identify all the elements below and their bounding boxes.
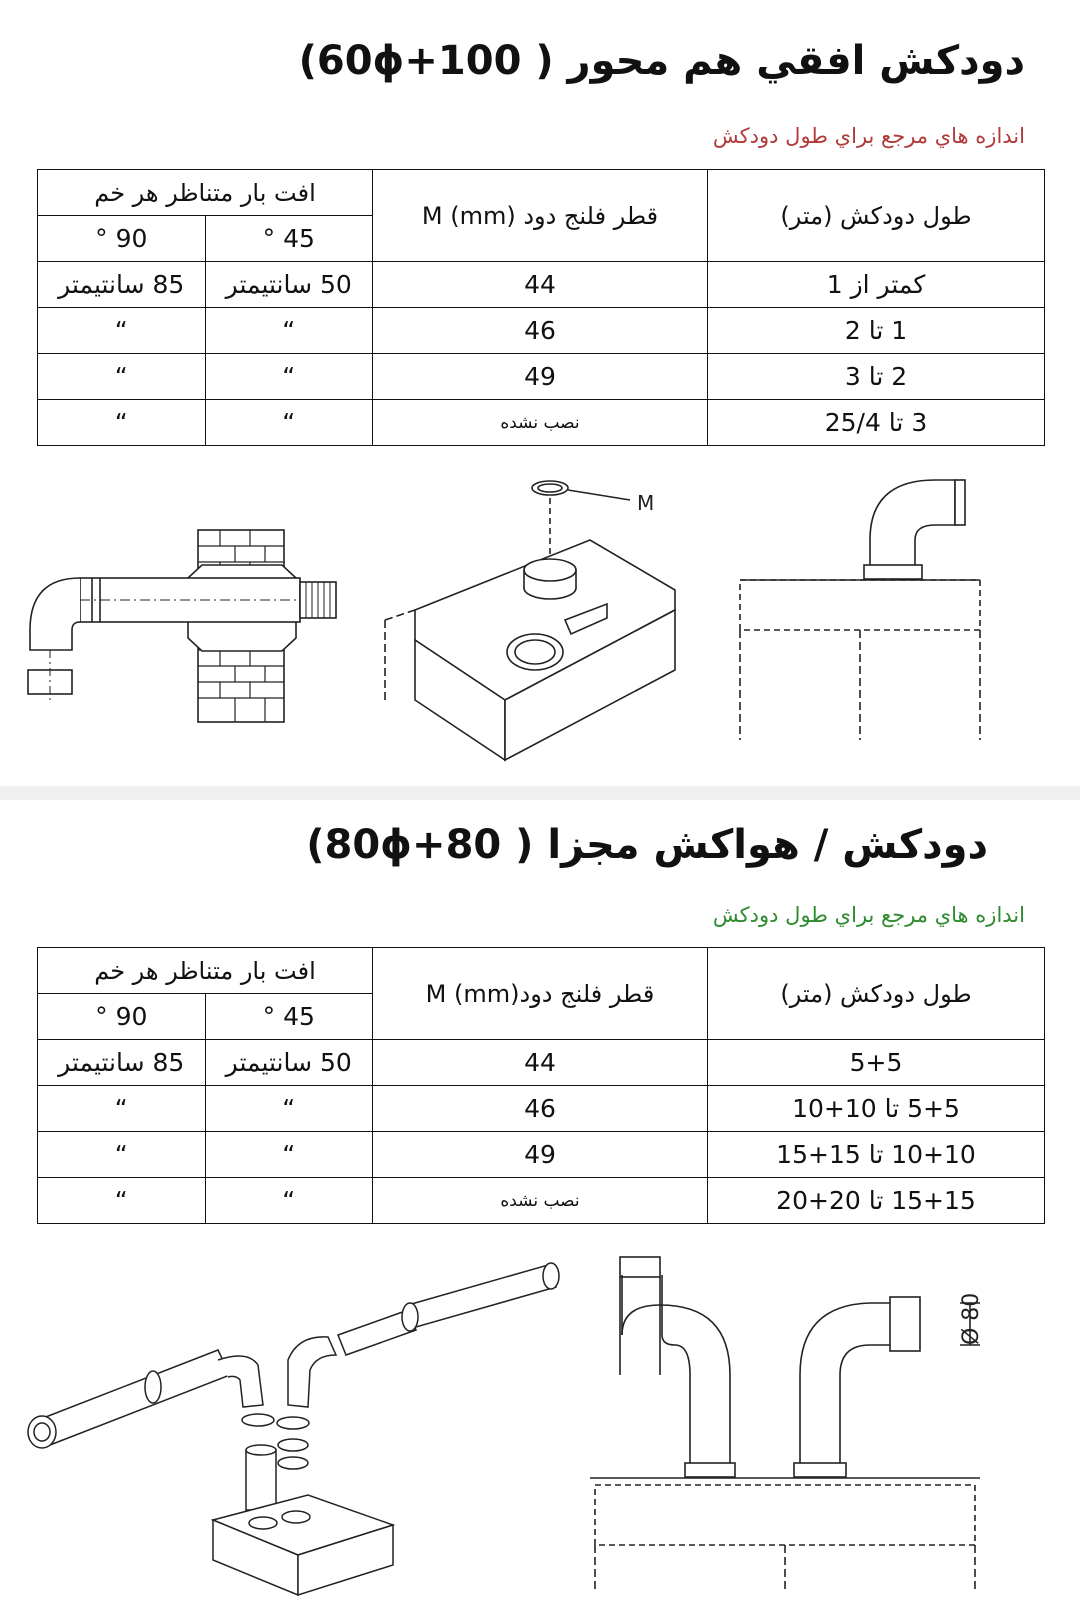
header-diameter: قطر فلنج دود (mm) M — [373, 170, 708, 262]
header-length: طول دودکش (متر) — [707, 170, 1044, 262]
cell-diameter: 46 — [373, 1086, 708, 1132]
cell-diameter: نصب نشده — [373, 400, 708, 446]
section-title: دودکش افقي هم محور ( 100+60ϕ) — [298, 38, 1025, 84]
cell-loss90: “ — [38, 1086, 206, 1132]
cell-loss45: 50 سانتيمتر — [205, 262, 372, 308]
section-divider — [0, 786, 1080, 800]
header-45: 45 ° — [205, 216, 372, 262]
cell-length: 15+15 تا 20+20 — [707, 1178, 1044, 1224]
cell-loss45: “ — [205, 400, 372, 446]
cell-length: 10+10 تا 15+15 — [707, 1132, 1044, 1178]
twin-pipe-exploded-illustration — [18, 1255, 568, 1600]
cell-loss45: “ — [205, 308, 372, 354]
cell-length: 5+5 تا 10+10 — [707, 1086, 1044, 1132]
header-90: 90 ° — [38, 994, 206, 1040]
table-row — [38, 354, 1045, 400]
flue-through-wall-illustration — [20, 520, 350, 730]
cell-diameter: 49 — [373, 354, 708, 400]
cell-diameter: 44 — [373, 262, 708, 308]
section-subtitle: اندازه هاي مرجع براي طول دودکش — [712, 124, 1025, 148]
cell-diameter: 44 — [373, 1040, 708, 1086]
section-title: دودکش / هواکش مجزا ( 80+80ϕ) — [306, 822, 988, 868]
spec-table — [37, 947, 1045, 1224]
cell-diameter: 46 — [373, 308, 708, 354]
section-subtitle: اندازه هاي مرجع براي طول دودکش — [712, 903, 1025, 927]
boiler-flange-illustration — [375, 470, 695, 770]
cell-loss90: “ — [38, 400, 206, 446]
cell-loss45: “ — [205, 1178, 372, 1224]
table-row — [38, 1178, 1045, 1224]
cell-loss90: “ — [38, 1132, 206, 1178]
boiler-elbow-illustration — [730, 465, 1000, 745]
cell-length: 2 تا 3 — [707, 354, 1044, 400]
header-diameter: قطر فلنج دود(mm) M — [373, 948, 708, 1040]
header-length: طول دودکش (متر) — [707, 948, 1044, 1040]
diameter-label: Ø 80 — [959, 1292, 984, 1345]
cell-length: کمتر از 1 — [707, 262, 1044, 308]
cell-loss90: “ — [38, 1178, 206, 1224]
header-loss: افت بار متناظر هر خم — [38, 170, 373, 216]
table-row — [38, 1086, 1045, 1132]
header-loss: افت بار متناظر هر خم — [38, 948, 373, 994]
boiler-twin-elbow-illustration — [580, 1245, 1020, 1595]
cell-loss45: “ — [205, 1132, 372, 1178]
cell-loss90: 85 سانتيمتر — [38, 1040, 206, 1086]
table-row — [38, 262, 1045, 308]
cell-loss45: “ — [205, 1086, 372, 1132]
cell-loss90: 85 سانتيمتر — [38, 262, 206, 308]
spec-table — [37, 169, 1045, 446]
section-coaxial-horizontal — [0, 0, 1080, 786]
cell-diameter: 49 — [373, 1132, 708, 1178]
cell-loss90: “ — [38, 308, 206, 354]
cell-loss45: “ — [205, 354, 372, 400]
section-twin-pipe — [0, 800, 1080, 1609]
cell-loss90: “ — [38, 354, 206, 400]
cell-length: 1 تا 2 — [707, 308, 1044, 354]
header-90: 90 ° — [38, 216, 206, 262]
flange-label: M — [637, 491, 655, 515]
cell-length: 3 تا 25/4 — [707, 400, 1044, 446]
table-row — [38, 308, 1045, 354]
table-row — [38, 400, 1045, 446]
table-row — [38, 1132, 1045, 1178]
header-45: 45 ° — [205, 994, 372, 1040]
table-row — [38, 1040, 1045, 1086]
cell-diameter: نصب نشده — [373, 1178, 708, 1224]
cell-loss45: 50 سانتيمتر — [205, 1040, 372, 1086]
cell-length: 5+5 — [707, 1040, 1044, 1086]
